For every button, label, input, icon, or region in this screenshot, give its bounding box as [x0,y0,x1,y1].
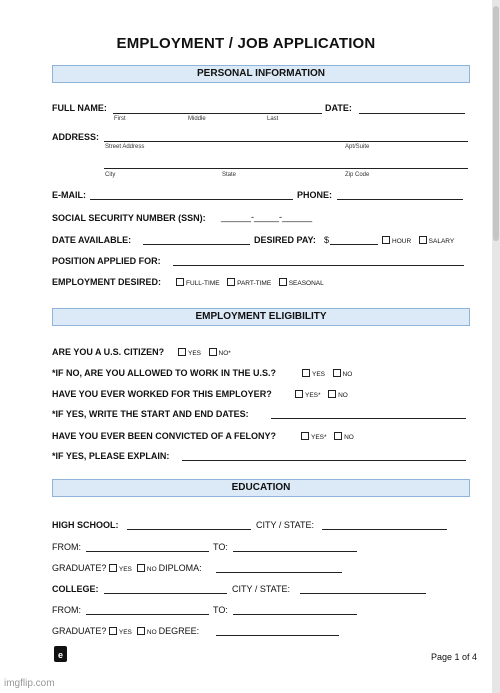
date-available-field[interactable] [143,244,250,245]
college-from-label: FROM: [52,605,81,615]
city-state-zip-field[interactable] [104,168,468,169]
part-time-option: PART-TIME [237,280,272,287]
felony-yes-checkbox[interactable] [301,432,309,440]
college-to-label: TO: [213,605,228,615]
date-label: DATE: [325,103,352,113]
diploma-label: DIPLOMA: [158,563,202,573]
date-field[interactable] [359,113,465,114]
last-sublabel: Last [267,116,279,122]
employment-desired-label: EMPLOYMENT DESIRED: [52,277,162,287]
hs-to-label: TO: [213,542,228,552]
date-available-label: DATE AVAILABLE: [52,235,132,245]
scrollbar-thumb[interactable] [493,6,499,241]
worked-no-option: NO [338,392,348,399]
street-address-field[interactable] [104,141,468,142]
city-sublabel: City [105,172,116,178]
email-field[interactable] [90,199,293,200]
hs-from-label: FROM: [52,542,81,552]
phone-field[interactable] [337,199,463,200]
college-label: COLLEGE: [52,584,99,594]
full-time-option: FULL-TIME [186,280,220,287]
hour-checkbox[interactable] [382,236,390,244]
salary-option: SALARY [428,238,455,245]
felony-options [301,431,359,441]
street-sublabel: Street Address [105,144,145,150]
explain-field[interactable] [182,460,466,461]
watermark: imgflip.com [4,678,55,689]
position-label: POSITION APPLIED FOR: [52,256,161,266]
explain-label: *IF YES, PLEASE EXPLAIN: [52,451,170,461]
address-label: ADDRESS: [52,132,100,142]
seasonal-checkbox[interactable] [279,278,287,286]
college-graduate-label: GRADUATE? [52,626,107,636]
email-label: E-MAIL: [52,190,86,200]
allowed-yes-checkbox[interactable] [302,369,310,377]
citizen-yes-option: YES [188,350,202,357]
felony-no-checkbox[interactable] [334,432,342,440]
full-time-checkbox[interactable] [176,278,184,286]
ssn-field[interactable]: ______-_____-______ [221,212,313,222]
allowed-to-work-options [302,368,357,378]
degree-field[interactable] [216,635,339,636]
scrollbar-track[interactable] [492,0,500,693]
allowed-yes-option: YES [312,371,326,378]
start-end-dates-label: *IF YES, WRITE THE START AND END DATES: [52,409,249,419]
first-sublabel: First [114,116,126,122]
college-field[interactable] [104,593,227,594]
pay-dollar-sign: $ [324,235,330,245]
hs-city-state-label: CITY / STATE: [256,520,315,530]
hs-graduate-no-option: NO [146,566,157,573]
college-graduate-yes-checkbox[interactable] [109,627,117,635]
zip-sublabel: Zip Code [345,172,370,178]
full-name-field[interactable] [113,113,322,114]
page-title: EMPLOYMENT / JOB APPLICATION [116,35,376,52]
hs-to-field[interactable] [233,551,357,552]
seasonal-option: SEASONAL [288,280,324,287]
section-header-personal: PERSONAL INFORMATION [52,65,470,83]
citizen-options [178,347,236,357]
hs-graduate-label: GRADUATE? [52,563,107,573]
allowed-no-checkbox[interactable] [333,369,341,377]
college-graduate-no-option: NO [146,629,157,636]
degree-label: DEGREE: [158,626,200,636]
diploma-field[interactable] [216,572,342,573]
allowed-no-option: NO [342,371,353,378]
citizen-no-option: NO* [218,350,231,357]
phone-label: PHONE: [297,190,333,200]
high-school-field[interactable] [127,529,251,530]
worked-before-options [295,389,353,399]
section-header-eligibility: EMPLOYMENT ELIGIBILITY [52,308,470,326]
felony-question: HAVE YOU EVER BEEN CONVICTED OF A FELONY? [52,431,277,441]
brand-logo-icon: e [54,646,67,662]
high-school-label: HIGH SCHOOL: [52,520,119,530]
desired-pay-label: DESIRED PAY: [254,235,316,245]
college-graduate-yes-option: YES [118,629,132,636]
worked-yes-checkbox[interactable] [295,390,303,398]
college-graduate-row [52,626,199,636]
position-field[interactable] [173,265,464,266]
felony-yes-option: YES* [311,434,327,441]
page-number: Page 1 of 4 [430,652,477,662]
college-city-state-label: CITY / STATE: [232,584,291,594]
college-graduate-no-checkbox[interactable] [137,627,145,635]
ssn-label: SOCIAL SECURITY NUMBER (SSN): [52,213,206,223]
hs-from-field[interactable] [86,551,209,552]
worked-no-checkbox[interactable] [328,390,336,398]
desired-pay-field[interactable] [330,244,378,245]
worked-yes-option: YES* [305,392,321,399]
hs-graduate-yes-option: YES [118,566,132,573]
part-time-checkbox[interactable] [227,278,235,286]
middle-sublabel: Middle [188,116,206,122]
hs-city-state-field[interactable] [322,529,447,530]
allowed-to-work-question: *IF NO, ARE YOU ALLOWED TO WORK IN THE U.S.? [52,368,277,378]
full-name-label: FULL NAME: [52,103,107,113]
employment-options [176,277,329,287]
hs-graduate-row [52,563,202,573]
worked-before-question: HAVE YOU EVER WORKED FOR THIS EMPLOYER? [52,389,272,399]
college-from-field[interactable] [86,614,209,615]
citizen-question: ARE YOU A U.S. CITIZEN? [52,347,165,357]
college-city-state-field[interactable] [300,593,426,594]
apt-sublabel: Apt/Suite [345,144,370,150]
hs-graduate-no-checkbox[interactable] [137,564,145,572]
pay-type-options [382,235,459,245]
citizen-no-checkbox[interactable] [209,348,217,356]
state-sublabel: State [222,172,237,178]
college-to-field[interactable] [233,614,357,615]
felony-no-option: NO [344,434,354,441]
hs-graduate-yes-checkbox[interactable] [109,564,117,572]
hour-option: HOUR [392,238,412,245]
section-header-education: EDUCATION [52,479,470,497]
start-end-dates-field[interactable] [271,418,466,419]
salary-checkbox[interactable] [419,236,427,244]
citizen-yes-checkbox[interactable] [178,348,186,356]
